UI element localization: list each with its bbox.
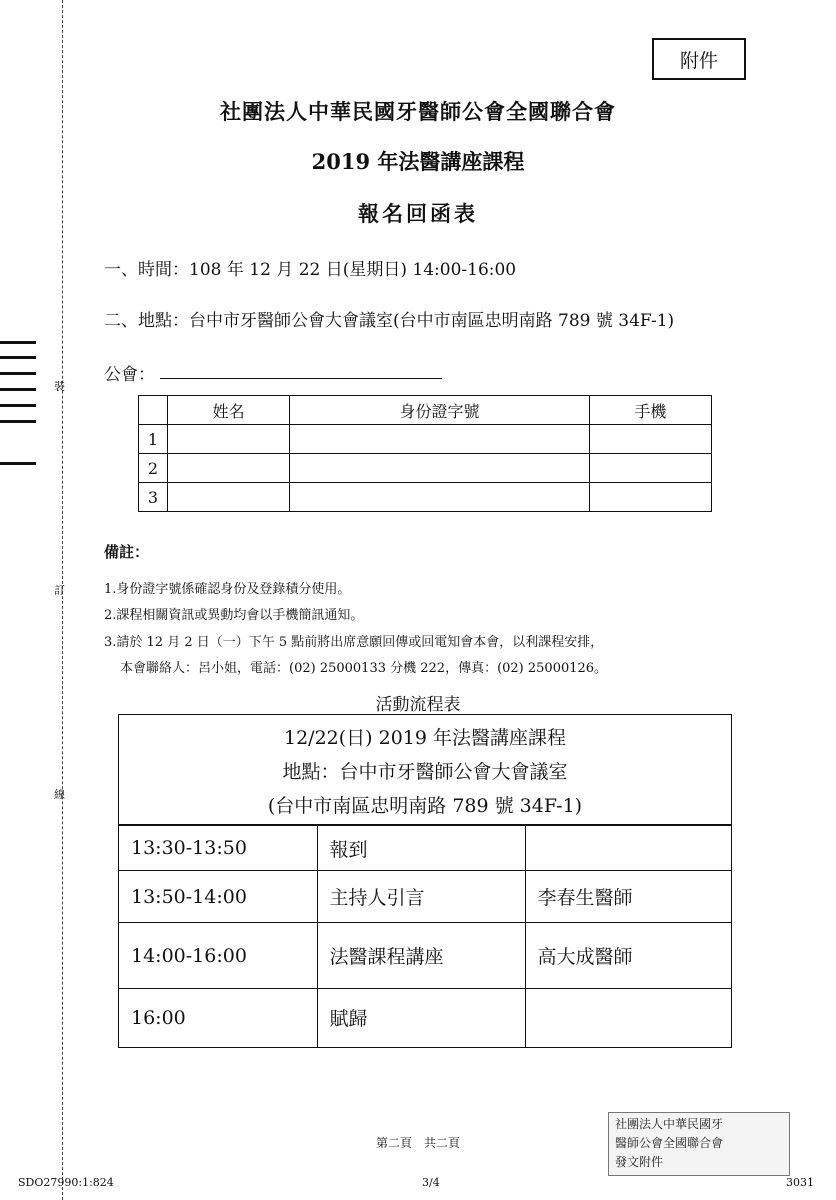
binding-line — [62, 0, 63, 1200]
stamp-line: 發文附件 — [615, 1155, 664, 1169]
table-row — [139, 425, 712, 454]
stamp-line: 社團法人中華民國牙 — [615, 1117, 724, 1131]
name-cell[interactable] — [168, 483, 290, 512]
phone-cell[interactable] — [589, 483, 711, 512]
binding-mark-3: 線 — [54, 788, 65, 801]
schedule-header-line: (台中市南區忠明南路 789 號 34F-1) — [267, 795, 583, 817]
note-item-4: 本會聯絡人：呂小姐，電話：(02) 25000133 分機 222，傳真：(02) 25000126。 — [120, 661, 608, 676]
header-id: 身份證字號 — [290, 396, 590, 425]
note-item-3: 3.請於 12 月 2 日（一）下午 5 點前將出席意願回傳或回電知會本會，以利課程安排， — [104, 635, 604, 650]
phone-cell[interactable] — [589, 425, 711, 454]
schedule-speaker — [525, 826, 731, 871]
association-field[interactable] — [160, 378, 442, 379]
table-row — [119, 871, 731, 923]
note-item-2: 2.課程相關資訊或異動均會以手機簡訊通知。 — [104, 608, 364, 623]
phone-cell[interactable] — [589, 454, 711, 483]
page-count: 3/4 — [422, 1176, 440, 1189]
stamp-line: 醫師公會全國聯合會 — [615, 1136, 724, 1150]
name-cell[interactable] — [168, 425, 290, 454]
form-title: 報名回函表 — [358, 201, 478, 226]
row-number: 2 — [139, 454, 168, 483]
schedule-item: 主持人引言 — [317, 871, 525, 923]
row-number: 1 — [139, 425, 168, 454]
id-cell[interactable] — [290, 454, 590, 483]
row-number: 3 — [139, 483, 168, 512]
notes-heading: 備註： — [104, 543, 150, 561]
schedule-time: 13:30-13:50 — [119, 826, 317, 871]
schedule-speaker — [525, 989, 731, 1047]
schedule-item: 報到 — [317, 826, 525, 871]
schedule-header-line: 地點：台中市牙醫師公會大會議室 — [282, 761, 568, 783]
note-item-1: 1.身份證字號係確認身份及登錄積分使用。 — [104, 582, 351, 597]
binding-mark-2: 訂 — [54, 584, 65, 597]
schedule-speaker: 高大成醫師 — [525, 923, 731, 989]
page-number: 3031 — [786, 1176, 814, 1189]
name-cell[interactable] — [168, 454, 290, 483]
course-title: 2019 年法醫講座課程 — [311, 149, 525, 174]
schedule-item: 法醫課程講座 — [317, 923, 525, 989]
schedule-title: 活動流程表 — [375, 695, 461, 715]
place-line: 二、地點：台中市牙醫師公會大會議室(台中市南區忠明南路 789 號 34F-1) — [104, 311, 675, 331]
binding-mark-1: 裝 — [54, 380, 65, 393]
id-cell[interactable] — [290, 483, 590, 512]
document-id: SDO27990:1:824 — [18, 1176, 114, 1189]
table-row — [119, 989, 731, 1047]
registration-table — [138, 395, 712, 512]
page-indicator: 第二頁 共二頁 — [375, 1136, 460, 1150]
table-row — [119, 826, 731, 871]
time-line: 一、時間：108 年 12 月 22 日(星期日) 14:00-16:00 — [104, 260, 517, 280]
header-name: 姓名 — [168, 396, 290, 425]
id-cell[interactable] — [290, 425, 590, 454]
table-row — [119, 923, 731, 989]
table-row — [139, 483, 712, 512]
schedule-time: 13:50-14:00 — [119, 871, 317, 923]
schedule-speaker: 李春生醫師 — [525, 871, 731, 923]
header-phone: 手機 — [589, 396, 711, 425]
attachment-label: 附件 — [652, 38, 746, 80]
schedule-time: 14:00-16:00 — [119, 923, 317, 989]
association-label: 公會： — [104, 365, 155, 385]
official-stamp — [608, 1112, 790, 1176]
schedule-header — [119, 715, 731, 825]
schedule-item: 賦歸 — [317, 989, 525, 1047]
schedule-time: 16:00 — [119, 989, 317, 1047]
schedule-header-line: 12/22(日) 2019 年法醫講座課程 — [283, 727, 566, 749]
table-row — [139, 454, 712, 483]
schedule-table — [118, 714, 732, 1048]
organization-title: 社團法人中華民國牙醫師公會全國聯合會 — [220, 99, 616, 124]
table-header-row — [139, 396, 712, 425]
